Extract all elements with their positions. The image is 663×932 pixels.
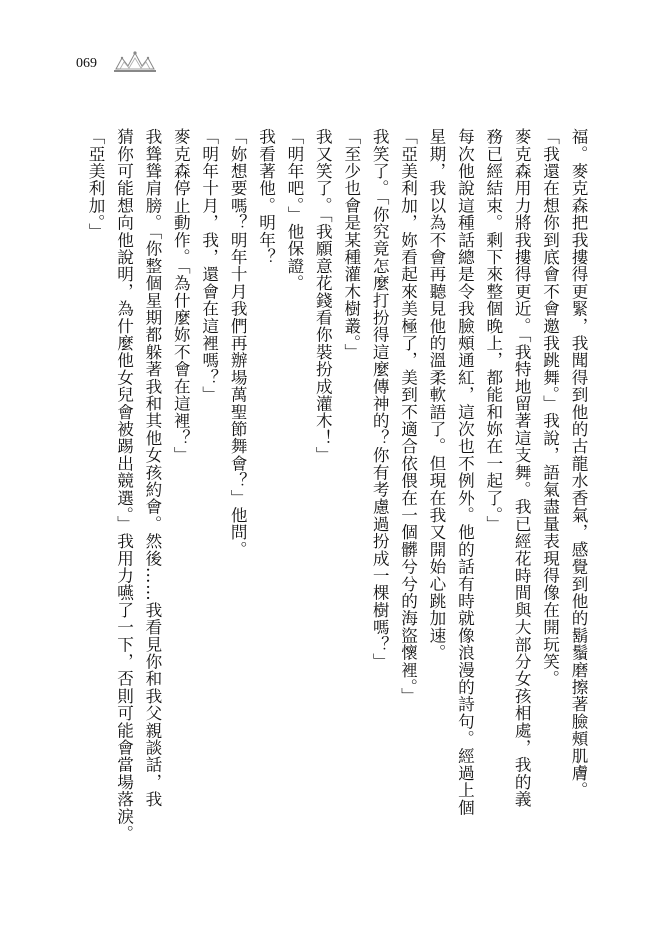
text-line: 「妳想要嗎？明年十月我們再辦場萬聖節舞會？」他問。 [228,128,248,558]
text-line: 我聳聳肩膀。「你整個星期都躲著我和其他女孩約會。然後……我看見你和我父親談話，我 [142,128,162,808]
text-line: 麥克森停止動作。「為什麼妳不會在這裡？」 [171,128,191,464]
text-line: 我看著他。明年？ [256,128,276,266]
text-line: 星期，我以為不會再聽見他的溫柔軟語了。但現在我又開始心跳加速。 [426,128,446,662]
body-text [44,128,592,888]
text-line: 「明年十月，我，還會在這裡嗎？」 [199,128,219,404]
text-line: 「亞美利加。」 [86,128,106,241]
text-line: 務已經結束。剩下來整個晚上，都能和妳在一起了。」 [483,128,503,533]
text-line: 「明年吧。」他保證。 [284,128,304,292]
text-line: 麥克森用力將我摟得更近。「我特地留著這支舞。我已經花時間與大部分女孩相處，我的義 [512,128,532,808]
text-line: 猜你可能想向他說明，為什麼他女兒會被踢出競選。」我用力嚥了一下，否則可能會當場落淚。 [114,128,134,843]
text-line: 「至少也會是某種灌木樹叢。」 [341,128,361,361]
crown-ornament-icon [112,50,158,74]
text-line: 每次他說這種話總是令我臉頰通紅，這次也不例外。他的話有時就像浪漫的詩句。經過上個 [455,128,475,816]
text-line: 我笑了。「你究竟怎麼打扮得這麼傳神的？你有考慮過扮成一棵樹嗎？」 [370,128,390,671]
text-line: 「亞美利加，妳看起來美極了，美到不適合依偎在一個髒兮兮的海盜懷裡。」 [398,128,418,705]
text-line: 我又笑了。「我願意花錢看你裝扮成灌木！」 [313,128,333,464]
text-line: 「我還在想你到底會不會邀我跳舞。」我說，語氣盡量表現得像在開玩笑。 [540,128,560,688]
page-number: 069 [76,56,97,71]
text-line: 福。麥克森把我摟得更緊，我聞得到他的古龍水香氣，感覺到他的鬍鬚磨擦著臉頰肌膚。 [569,128,588,799]
